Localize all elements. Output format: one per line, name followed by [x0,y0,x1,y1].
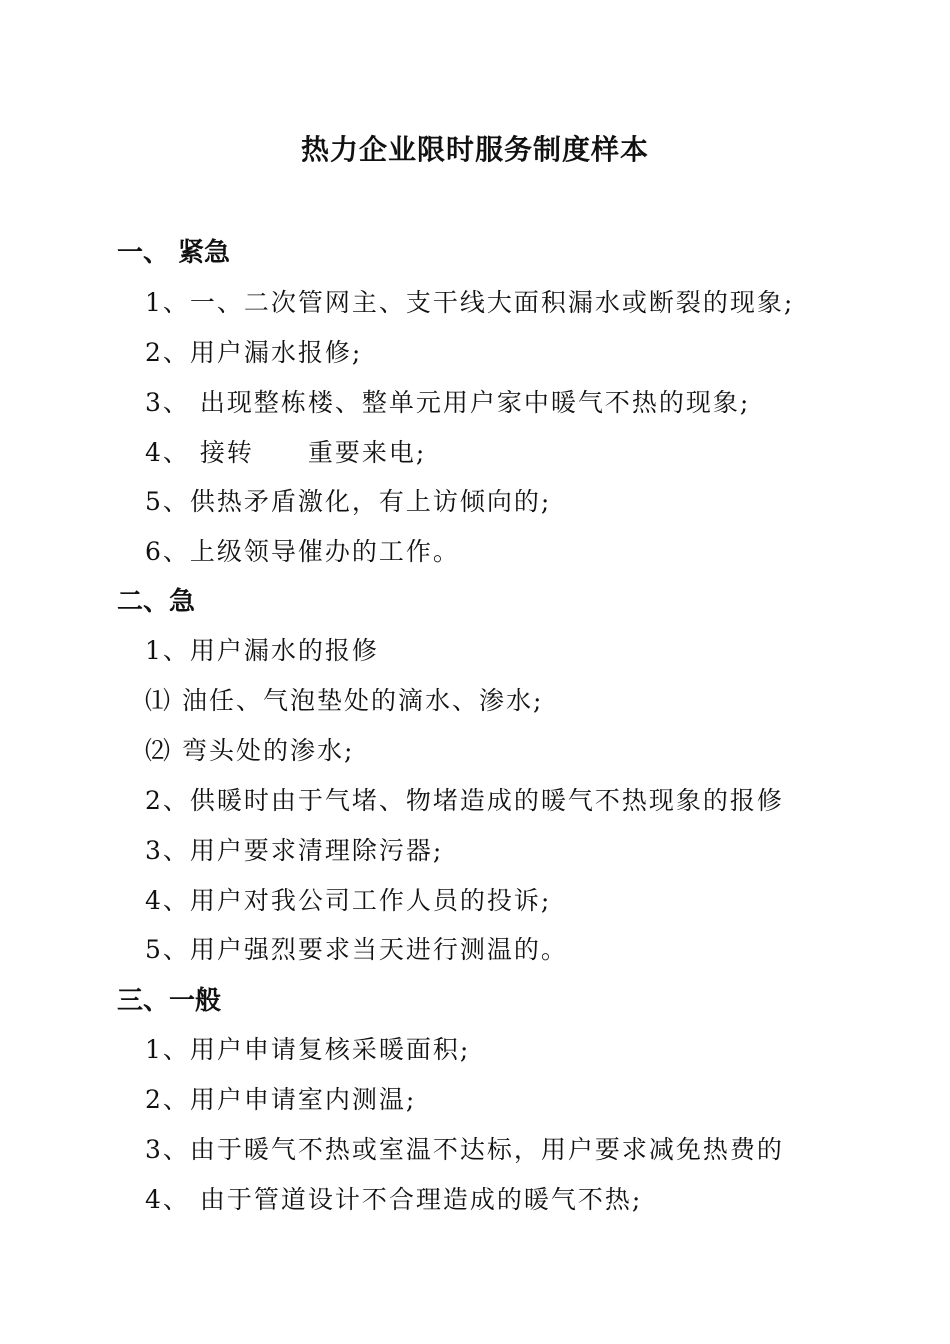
page-title: 热力企业限时服务制度样本 [300,133,649,166]
section-heading-urgent: 一、 紧急 [117,238,231,268]
list-item: 6、上级领导催办的工作。 [145,537,460,566]
list-item: 2、用户申请室内测温; [145,1085,417,1114]
list-item: 3、用户要求清理除污器; [145,836,444,865]
list-item: ⑵ 弯头处的渗水; [145,736,355,765]
list-item: 3、由于暖气不热或室温不达标，用户要求减免热费的 [145,1135,784,1164]
list-item: 3、 出现整栋楼、整单元用户家中暖气不热的现象; [145,388,751,417]
list-item: 1、用户申请复核采暖面积; [145,1035,471,1064]
list-item: 2、用户漏水报修; [145,338,363,367]
section-heading-quick: 二、急 [117,587,196,617]
list-item: 4、用户对我公司工作人员的投诉; [145,886,552,915]
list-item: 4、 由于管道设计不合理造成的暖气不热; [145,1185,643,1214]
list-item: 5、用户强烈要求当天进行测温的。 [145,935,568,964]
list-item: 2、供暖时由于气堵、物堵造成的暖气不热现象的报修 [145,786,784,815]
list-item: 1、一、二次管网主、支干线大面积漏水或断裂的现象; [145,288,795,317]
list-item: 1、用户漏水的报修 [145,636,379,665]
list-item: 5、供热矛盾激化，有上访倾向的; [145,487,552,516]
list-item: ⑴ 油任、气泡垫处的滴水、渗水; [145,686,544,715]
list-item: 4、 接转 重要来电; [145,438,427,467]
section-heading-general: 三、一般 [117,986,222,1016]
